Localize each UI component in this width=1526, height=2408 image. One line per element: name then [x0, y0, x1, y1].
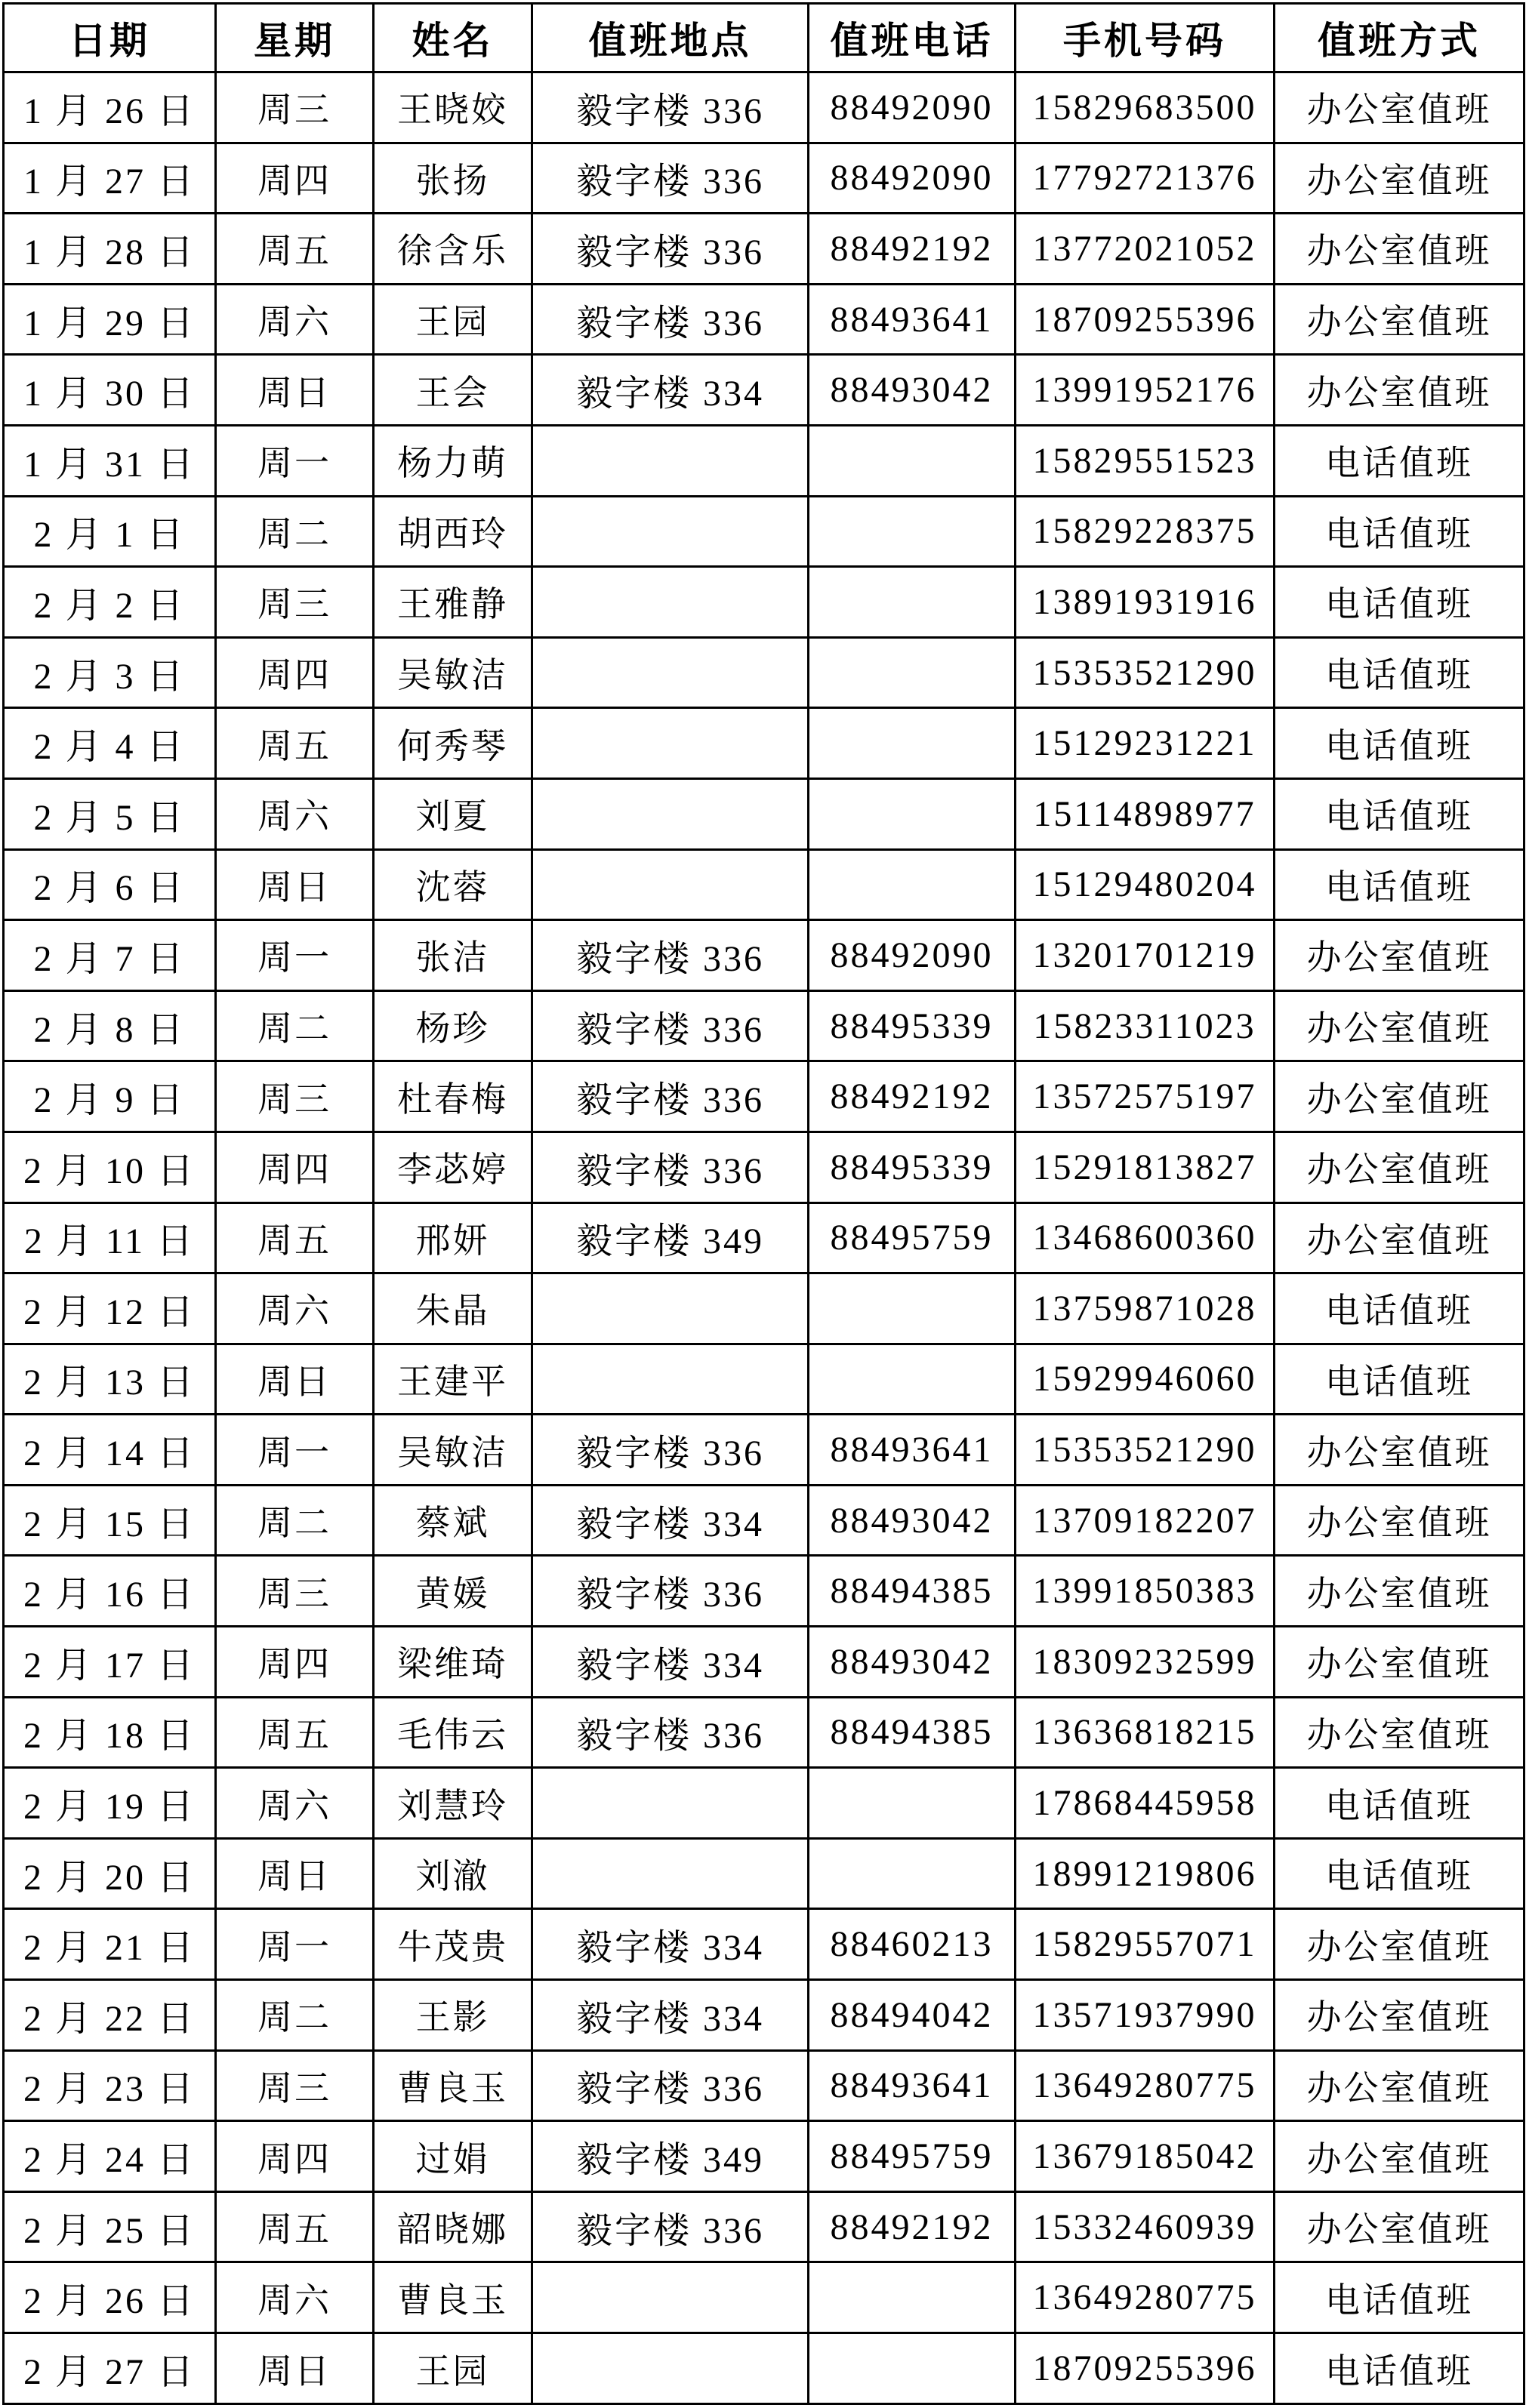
date-cell: 2 月 17 日: [4, 1627, 216, 1698]
location-cell: [532, 1344, 809, 1415]
table-row: [4, 1061, 1524, 1132]
weekday-cell: 周日: [216, 2333, 374, 2404]
mobile-cell: 13201701219: [1016, 920, 1275, 991]
weekday-cell: 周六: [216, 778, 374, 849]
name-cell: 胡西玲: [374, 496, 532, 567]
date-cell: 1 月 30 日: [4, 355, 216, 426]
duty-phone-cell: [809, 637, 1016, 708]
weekday-cell: 周三: [216, 72, 374, 143]
name-cell: 吴敏洁: [374, 637, 532, 708]
duty-phone-cell: [809, 567, 1016, 638]
table-row: [4, 1627, 1524, 1698]
duty-mode-cell: 电话值班: [1275, 2262, 1524, 2333]
table-row: [4, 355, 1524, 426]
duty-phone-cell: [809, 1273, 1016, 1344]
weekday-cell: 周日: [216, 849, 374, 920]
duty-phone-cell: [809, 708, 1016, 779]
duty-mode-cell: 办公室值班: [1275, 1202, 1524, 1273]
date-cell: 2 月 19 日: [4, 1768, 216, 1839]
duty-phone-cell: 88493042: [809, 355, 1016, 426]
mobile-cell: 15829228375: [1016, 496, 1275, 567]
duty-phone-cell: [809, 496, 1016, 567]
name-cell: 张扬: [374, 143, 532, 214]
duty-phone-cell: 88494042: [809, 1980, 1016, 2051]
location-cell: 毅字楼 336: [532, 2050, 809, 2121]
table-row: [4, 920, 1524, 991]
date-cell: 2 月 11 日: [4, 1202, 216, 1273]
location-cell: 毅字楼 334: [532, 355, 809, 426]
name-cell: 毛伟云: [374, 1697, 532, 1768]
duty-mode-cell: 电话值班: [1275, 849, 1524, 920]
date-cell: 2 月 26 日: [4, 2262, 216, 2333]
mobile-cell: 15291813827: [1016, 1132, 1275, 1202]
mobile-cell: 13991952176: [1016, 355, 1275, 426]
mobile-cell: 15332460939: [1016, 2191, 1275, 2262]
table-row: [4, 72, 1524, 143]
duty-mode-cell: 办公室值班: [1275, 2121, 1524, 2192]
duty-mode-cell: 电话值班: [1275, 2333, 1524, 2404]
date-cell: 2 月 24 日: [4, 2121, 216, 2192]
date-cell: 2 月 10 日: [4, 1132, 216, 1202]
weekday-cell: 周二: [216, 990, 374, 1061]
duty-mode-cell: 办公室值班: [1275, 72, 1524, 143]
weekday-cell: 周三: [216, 1061, 374, 1132]
duty-mode-cell: 电话值班: [1275, 708, 1524, 779]
date-cell: 2 月 13 日: [4, 1344, 216, 1415]
mobile-cell: 13649280775: [1016, 2262, 1275, 2333]
location-cell: 毅字楼 336: [532, 990, 809, 1061]
name-cell: 王雅静: [374, 567, 532, 638]
table-row: [4, 708, 1524, 779]
name-cell: 杨力萌: [374, 425, 532, 496]
header-weekday: 星期: [216, 4, 374, 72]
mobile-cell: 13571937990: [1016, 1980, 1275, 2051]
duty-phone-cell: [809, 2333, 1016, 2404]
weekday-cell: 周日: [216, 355, 374, 426]
location-cell: [532, 1768, 809, 1839]
name-cell: 刘慧玲: [374, 1768, 532, 1839]
weekday-cell: 周五: [216, 214, 374, 285]
table-row: [4, 849, 1524, 920]
weekday-cell: 周四: [216, 2121, 374, 2192]
date-cell: 2 月 3 日: [4, 637, 216, 708]
date-cell: 2 月 23 日: [4, 2050, 216, 2121]
duty-phone-cell: 88495339: [809, 990, 1016, 1061]
name-cell: 王晓姣: [374, 72, 532, 143]
mobile-cell: 13649280775: [1016, 2050, 1275, 2121]
weekday-cell: 周四: [216, 637, 374, 708]
name-cell: 刘夏: [374, 778, 532, 849]
weekday-cell: 周一: [216, 1415, 374, 1486]
mobile-cell: 15353521290: [1016, 1415, 1275, 1486]
table-row: [4, 2191, 1524, 2262]
duty-phone-cell: 88492192: [809, 1061, 1016, 1132]
date-cell: 2 月 1 日: [4, 496, 216, 567]
name-cell: 张洁: [374, 920, 532, 991]
duty-mode-cell: 办公室值班: [1275, 1980, 1524, 2051]
mobile-cell: 15823311023: [1016, 990, 1275, 1061]
mobile-cell: 15129480204: [1016, 849, 1275, 920]
date-cell: 2 月 8 日: [4, 990, 216, 1061]
duty-mode-cell: 办公室值班: [1275, 2191, 1524, 2262]
weekday-cell: 周六: [216, 2262, 374, 2333]
date-cell: 2 月 9 日: [4, 1061, 216, 1132]
table-row: [4, 2121, 1524, 2192]
weekday-cell: 周一: [216, 920, 374, 991]
duty-phone-cell: [809, 425, 1016, 496]
weekday-cell: 周六: [216, 1768, 374, 1839]
header-row: [4, 4, 1524, 72]
location-cell: [532, 2262, 809, 2333]
table-body: [4, 72, 1524, 2404]
date-cell: 2 月 22 日: [4, 1980, 216, 2051]
weekday-cell: 周日: [216, 1838, 374, 1909]
weekday-cell: 周一: [216, 1909, 374, 1980]
table-row: [4, 2050, 1524, 2121]
location-cell: 毅字楼 334: [532, 1980, 809, 2051]
date-cell: 2 月 16 日: [4, 1556, 216, 1627]
location-cell: 毅字楼 336: [532, 214, 809, 285]
table-row: [4, 214, 1524, 285]
mobile-cell: 13572575197: [1016, 1061, 1275, 1132]
duty-mode-cell: 办公室值班: [1275, 355, 1524, 426]
duty-mode-cell: 办公室值班: [1275, 1627, 1524, 1698]
date-cell: 2 月 14 日: [4, 1415, 216, 1486]
mobile-cell: 13636818215: [1016, 1697, 1275, 1768]
header-date: 日期: [4, 4, 216, 72]
duty-phone-cell: 88495339: [809, 1132, 1016, 1202]
mobile-cell: 17868445958: [1016, 1768, 1275, 1839]
duty-mode-cell: 办公室值班: [1275, 1061, 1524, 1132]
duty-phone-cell: 88493641: [809, 284, 1016, 355]
duty-phone-cell: 88492090: [809, 143, 1016, 214]
name-cell: 韶晓娜: [374, 2191, 532, 2262]
table-row: [4, 1132, 1524, 1202]
duty-mode-cell: 电话值班: [1275, 425, 1524, 496]
date-cell: 1 月 26 日: [4, 72, 216, 143]
duty-phone-cell: 88495759: [809, 1202, 1016, 1273]
name-cell: 王会: [374, 355, 532, 426]
mobile-cell: 15829551523: [1016, 425, 1275, 496]
name-cell: 梁维琦: [374, 1627, 532, 1698]
mobile-cell: 15829683500: [1016, 72, 1275, 143]
duty-phone-cell: 88492192: [809, 214, 1016, 285]
duty-phone-cell: [809, 849, 1016, 920]
table-row: [4, 778, 1524, 849]
name-cell: 李苾婷: [374, 1132, 532, 1202]
duty-mode-cell: 电话值班: [1275, 496, 1524, 567]
table-row: [4, 1556, 1524, 1627]
duty-mode-cell: 办公室值班: [1275, 990, 1524, 1061]
location-cell: 毅字楼 336: [532, 72, 809, 143]
table-row: [4, 1344, 1524, 1415]
location-cell: 毅字楼 336: [532, 1132, 809, 1202]
duty-mode-cell: 办公室值班: [1275, 920, 1524, 991]
weekday-cell: 周四: [216, 143, 374, 214]
duty-phone-cell: 88493641: [809, 2050, 1016, 2121]
duty-mode-cell: 办公室值班: [1275, 1697, 1524, 1768]
location-cell: 毅字楼 336: [532, 2191, 809, 2262]
name-cell: 刘澈: [374, 1838, 532, 1909]
duty-mode-cell: 办公室值班: [1275, 2050, 1524, 2121]
name-cell: 黄媛: [374, 1556, 532, 1627]
weekday-cell: 周三: [216, 1556, 374, 1627]
table-row: [4, 1415, 1524, 1486]
weekday-cell: 周六: [216, 284, 374, 355]
mobile-cell: 15129231221: [1016, 708, 1275, 779]
table-row: [4, 1980, 1524, 2051]
table-row: [4, 1485, 1524, 1556]
location-cell: 毅字楼 336: [532, 1415, 809, 1486]
date-cell: 2 月 27 日: [4, 2333, 216, 2404]
duty-phone-cell: 88492090: [809, 72, 1016, 143]
location-cell: [532, 1838, 809, 1909]
duty-phone-cell: 88493042: [809, 1485, 1016, 1556]
mobile-cell: 13709182207: [1016, 1485, 1275, 1556]
duty-phone-cell: 88494385: [809, 1556, 1016, 1627]
header-duty-phone: 值班电话: [809, 4, 1016, 72]
date-cell: 2 月 5 日: [4, 778, 216, 849]
mobile-cell: 13891931916: [1016, 567, 1275, 638]
mobile-cell: 18991219806: [1016, 1838, 1275, 1909]
table-row: [4, 496, 1524, 567]
mobile-cell: 13772021052: [1016, 214, 1275, 285]
duty-phone-cell: [809, 778, 1016, 849]
date-cell: 1 月 27 日: [4, 143, 216, 214]
name-cell: 牛茂贵: [374, 1909, 532, 1980]
weekday-cell: 周四: [216, 1627, 374, 1698]
name-cell: 沈蓉: [374, 849, 532, 920]
duty-mode-cell: 办公室值班: [1275, 1132, 1524, 1202]
mobile-cell: 18309232599: [1016, 1627, 1275, 1698]
name-cell: 王园: [374, 284, 532, 355]
table-row: [4, 2333, 1524, 2404]
location-cell: [532, 778, 809, 849]
mobile-cell: 15114898977: [1016, 778, 1275, 849]
date-cell: 2 月 6 日: [4, 849, 216, 920]
weekday-cell: 周二: [216, 496, 374, 567]
location-cell: 毅字楼 336: [532, 284, 809, 355]
location-cell: [532, 637, 809, 708]
duty-phone-cell: 88492090: [809, 920, 1016, 991]
name-cell: 徐含乐: [374, 214, 532, 285]
duty-mode-cell: 办公室值班: [1275, 284, 1524, 355]
table-row: [4, 1202, 1524, 1273]
duty-mode-cell: 电话值班: [1275, 637, 1524, 708]
date-cell: 2 月 25 日: [4, 2191, 216, 2262]
location-cell: 毅字楼 334: [532, 1909, 809, 1980]
location-cell: [532, 496, 809, 567]
duty-phone-cell: 88495759: [809, 2121, 1016, 2192]
location-cell: 毅字楼 336: [532, 1556, 809, 1627]
table-row: [4, 637, 1524, 708]
duty-mode-cell: 办公室值班: [1275, 1415, 1524, 1486]
date-cell: 2 月 7 日: [4, 920, 216, 991]
date-cell: 2 月 15 日: [4, 1485, 216, 1556]
weekday-cell: 周五: [216, 1697, 374, 1768]
duty-mode-cell: 办公室值班: [1275, 1909, 1524, 1980]
location-cell: [532, 849, 809, 920]
table-row: [4, 990, 1524, 1061]
duty-mode-cell: 办公室值班: [1275, 1485, 1524, 1556]
mobile-cell: 13991850383: [1016, 1556, 1275, 1627]
table-row: [4, 425, 1524, 496]
name-cell: 杨珍: [374, 990, 532, 1061]
location-cell: 毅字楼 336: [532, 143, 809, 214]
mobile-cell: 17792721376: [1016, 143, 1275, 214]
weekday-cell: 周二: [216, 1980, 374, 2051]
location-cell: 毅字楼 349: [532, 2121, 809, 2192]
duty-mode-cell: 电话值班: [1275, 1273, 1524, 1344]
weekday-cell: 周二: [216, 1485, 374, 1556]
table-row: [4, 1273, 1524, 1344]
table-row: [4, 284, 1524, 355]
table-row: [4, 143, 1524, 214]
duty-mode-cell: 电话值班: [1275, 567, 1524, 638]
duty-phone-cell: 88493641: [809, 1415, 1016, 1486]
mobile-cell: 18709255396: [1016, 284, 1275, 355]
table-row: [4, 1909, 1524, 1980]
duty-phone-cell: [809, 2262, 1016, 2333]
name-cell: 邢妍: [374, 1202, 532, 1273]
location-cell: 毅字楼 336: [532, 1697, 809, 1768]
weekday-cell: 周三: [216, 2050, 374, 2121]
mobile-cell: 13468600360: [1016, 1202, 1275, 1273]
duty-phone-cell: 88492192: [809, 2191, 1016, 2262]
duty-phone-cell: [809, 1344, 1016, 1415]
duty-phone-cell: 88460213: [809, 1909, 1016, 1980]
date-cell: 2 月 4 日: [4, 708, 216, 779]
location-cell: [532, 708, 809, 779]
table-row: [4, 2262, 1524, 2333]
date-cell: 1 月 28 日: [4, 214, 216, 285]
table-row: [4, 1838, 1524, 1909]
mobile-cell: 15829557071: [1016, 1909, 1275, 1980]
table-row: [4, 1697, 1524, 1768]
weekday-cell: 周五: [216, 2191, 374, 2262]
name-cell: 曹良玉: [374, 2050, 532, 2121]
location-cell: 毅字楼 336: [532, 920, 809, 991]
date-cell: 1 月 31 日: [4, 425, 216, 496]
duty-mode-cell: 电话值班: [1275, 1838, 1524, 1909]
location-cell: [532, 1273, 809, 1344]
name-cell: 王影: [374, 1980, 532, 2051]
header-mobile: 手机号码: [1016, 4, 1275, 72]
date-cell: 2 月 21 日: [4, 1909, 216, 1980]
date-cell: 2 月 12 日: [4, 1273, 216, 1344]
weekday-cell: 周一: [216, 425, 374, 496]
duty-mode-cell: 办公室值班: [1275, 1556, 1524, 1627]
location-cell: 毅字楼 334: [532, 1485, 809, 1556]
location-cell: 毅字楼 349: [532, 1202, 809, 1273]
weekday-cell: 周日: [216, 1344, 374, 1415]
mobile-cell: 18709255396: [1016, 2333, 1275, 2404]
name-cell: 王建平: [374, 1344, 532, 1415]
location-cell: 毅字楼 336: [532, 1061, 809, 1132]
duty-mode-cell: 电话值班: [1275, 1768, 1524, 1839]
date-cell: 2 月 20 日: [4, 1838, 216, 1909]
table-row: [4, 1768, 1524, 1839]
name-cell: 吴敏洁: [374, 1415, 532, 1486]
name-cell: 曹良玉: [374, 2262, 532, 2333]
duty-mode-cell: 办公室值班: [1275, 143, 1524, 214]
location-cell: 毅字楼 334: [532, 1627, 809, 1698]
location-cell: [532, 425, 809, 496]
date-cell: 2 月 2 日: [4, 567, 216, 638]
weekday-cell: 周三: [216, 567, 374, 638]
table-row: [4, 567, 1524, 638]
mobile-cell: 15353521290: [1016, 637, 1275, 708]
name-cell: 朱晶: [374, 1273, 532, 1344]
duty-phone-cell: 88493042: [809, 1627, 1016, 1698]
date-cell: 2 月 18 日: [4, 1697, 216, 1768]
duty-mode-cell: 电话值班: [1275, 778, 1524, 849]
weekday-cell: 周五: [216, 1202, 374, 1273]
duty-mode-cell: 办公室值班: [1275, 214, 1524, 285]
header-duty-mode: 值班方式: [1275, 4, 1524, 72]
weekday-cell: 周四: [216, 1132, 374, 1202]
mobile-cell: 15929946060: [1016, 1344, 1275, 1415]
duty-mode-cell: 电话值班: [1275, 1344, 1524, 1415]
name-cell: 过娟: [374, 2121, 532, 2192]
weekday-cell: 周五: [216, 708, 374, 779]
name-cell: 王园: [374, 2333, 532, 2404]
duty-phone-cell: [809, 1838, 1016, 1909]
header-location: 值班地点: [532, 4, 809, 72]
location-cell: [532, 2333, 809, 2404]
header-name: 姓名: [374, 4, 532, 72]
date-cell: 1 月 29 日: [4, 284, 216, 355]
duty-schedule-table: [2, 2, 1525, 2405]
duty-phone-cell: [809, 1768, 1016, 1839]
duty-phone-cell: 88494385: [809, 1697, 1016, 1768]
mobile-cell: 13759871028: [1016, 1273, 1275, 1344]
weekday-cell: 周六: [216, 1273, 374, 1344]
mobile-cell: 13679185042: [1016, 2121, 1275, 2192]
name-cell: 蔡斌: [374, 1485, 532, 1556]
location-cell: [532, 567, 809, 638]
name-cell: 杜春梅: [374, 1061, 532, 1132]
name-cell: 何秀琴: [374, 708, 532, 779]
